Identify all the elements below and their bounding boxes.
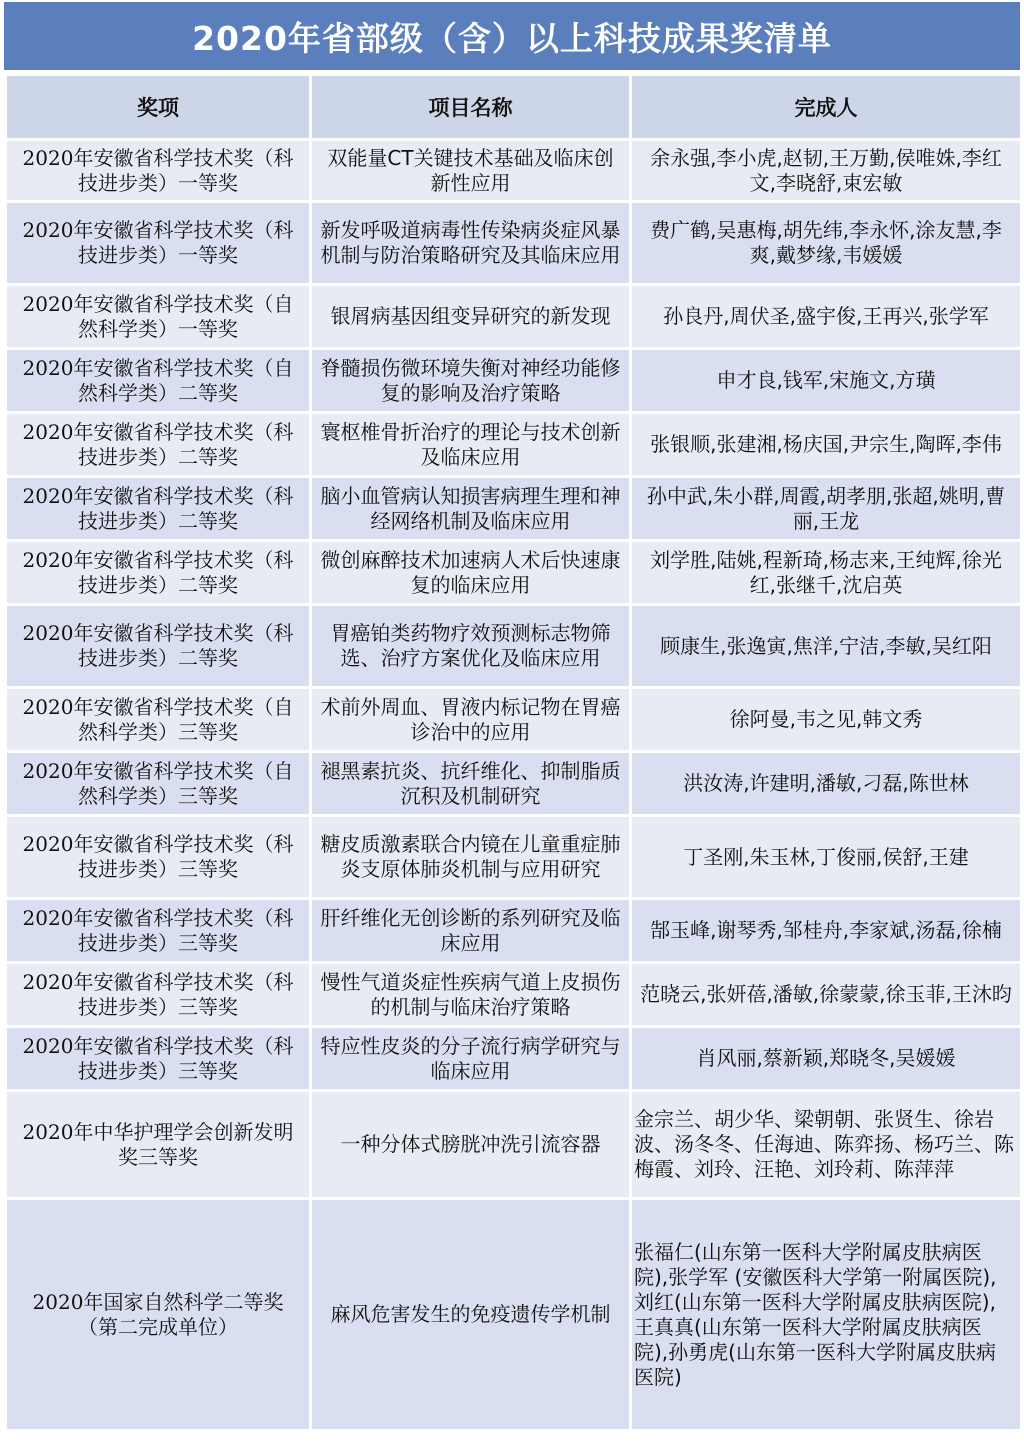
page-title: 2020年省部级（含）以上科技成果奖清单 <box>4 2 1020 73</box>
award-cell: 2020年安徽省科学技术奖（自然科学类）三等奖 <box>6 688 311 752</box>
people-cell: 丁圣刚,朱玉林,丁俊丽,侯舒,王建 <box>631 816 1022 899</box>
project-cell: 褪黑素抗炎、抗纤维化、抑制脂质沉积及机制研究 <box>311 752 631 816</box>
people-cell: 费广鹤,吴惠梅,胡先纬,李永怀,涂友慧,李爽,戴梦缘,韦媛媛 <box>631 202 1022 285</box>
project-cell: 脑小血管病认知损害病理生理和神经网络机制及临床应用 <box>311 477 631 541</box>
people-cell: 申才良,钱军,宋施文,方璜 <box>631 349 1022 413</box>
awards-table <box>4 73 1023 1432</box>
column-header-project: 项目名称 <box>311 75 631 140</box>
project-cell: 糖皮质激素联合内镜在儿童重症肺炎支原体肺炎机制与应用研究 <box>311 816 631 899</box>
table-row <box>6 1199 1022 1431</box>
people-cell: 郜玉峰,谢琴秀,邹桂舟,李家斌,汤磊,徐楠 <box>631 899 1022 963</box>
people-cell: 范晓云,张妍蓓,潘敏,徐蒙蒙,徐玉菲,王沐昀 <box>631 963 1022 1027</box>
award-cell: 2020年国家自然科学二等奖（第二完成单位） <box>6 1199 311 1431</box>
award-cell: 2020年安徽省科学技术奖（科技进步类）三等奖 <box>6 1027 311 1091</box>
award-cell: 2020年安徽省科学技术奖（科技进步类）二等奖 <box>6 413 311 477</box>
table-row <box>6 899 1022 963</box>
people-cell: 顾康生,张逸寅,焦洋,宁洁,李敏,吴红阳 <box>631 605 1022 688</box>
project-cell: 肝纤维化无创诊断的系列研究及临床应用 <box>311 899 631 963</box>
project-cell: 脊髓损伤微环境失衡对神经功能修复的影响及治疗策略 <box>311 349 631 413</box>
people-cell: 肖风丽,蔡新颖,郑晓冬,吴媛媛 <box>631 1027 1022 1091</box>
table-row <box>6 1091 1022 1199</box>
people-cell: 孙良丹,周伏圣,盛宇俊,王再兴,张学军 <box>631 285 1022 349</box>
table-row <box>6 349 1022 413</box>
award-cell: 2020年安徽省科学技术奖（科技进步类）三等奖 <box>6 963 311 1027</box>
award-cell: 2020年安徽省科学技术奖（科技进步类）三等奖 <box>6 816 311 899</box>
project-cell: 微创麻醉技术加速病人术后快速康复的临床应用 <box>311 541 631 605</box>
table-row <box>6 477 1022 541</box>
people-cell: 刘学胜,陆姚,程新琦,杨志来,王纯辉,徐光红,张继千,沈启英 <box>631 541 1022 605</box>
award-cell: 2020年安徽省科学技术奖（自然科学类）二等奖 <box>6 349 311 413</box>
table-row <box>6 688 1022 752</box>
project-cell: 胃癌铂类药物疗效预测标志物筛选、治疗方案优化及临床应用 <box>311 605 631 688</box>
project-cell: 慢性气道炎症性疾病气道上皮损伤的机制与临床治疗策略 <box>311 963 631 1027</box>
project-cell: 术前外周血、胃液内标记物在胃癌诊治中的应用 <box>311 688 631 752</box>
people-cell: 张福仁(山东第一医科大学附属皮肤病医院),张学军 (安徽医科大学第一附属医院),刘红(山东第一医科大学附属皮肤病医院),王真真(山东第一医科大学附属皮肤病医院),孙勇虎(山东第一医科大学附属皮肤病医院) <box>631 1199 1022 1431</box>
award-cell: 2020年安徽省科学技术奖（科技进步类）一等奖 <box>6 202 311 285</box>
column-header-award: 奖项 <box>6 75 311 140</box>
table-row <box>6 413 1022 477</box>
table-header-row <box>6 75 1022 140</box>
table-row <box>6 541 1022 605</box>
people-cell: 孙中武,朱小群,周霞,胡孝朋,张超,姚明,曹丽,王龙 <box>631 477 1022 541</box>
table-row <box>6 816 1022 899</box>
table-row <box>6 285 1022 349</box>
award-cell: 2020年安徽省科学技术奖（自然科学类）一等奖 <box>6 285 311 349</box>
award-cell: 2020年中华护理学会创新发明奖三等奖 <box>6 1091 311 1199</box>
people-cell: 徐阿曼,韦之见,韩文秀 <box>631 688 1022 752</box>
people-cell: 洪汝涛,许建明,潘敏,刁磊,陈世林 <box>631 752 1022 816</box>
project-cell: 麻风危害发生的免疫遗传学机制 <box>311 1199 631 1431</box>
project-cell: 寰枢椎骨折治疗的理论与技术创新及临床应用 <box>311 413 631 477</box>
project-cell: 新发呼吸道病毒性传染病炎症风暴机制与防治策略研究及其临床应用 <box>311 202 631 285</box>
table-row <box>6 605 1022 688</box>
award-cell: 2020年安徽省科学技术奖（科技进步类）三等奖 <box>6 899 311 963</box>
column-header-people: 完成人 <box>631 75 1022 140</box>
people-cell: 金宗兰、胡少华、梁朝朝、张贤生、徐岩波、汤冬冬、任海迪、陈弈扬、杨巧兰、陈梅霞、刘玲、汪艳、刘玲莉、陈萍萍 <box>631 1091 1022 1199</box>
table-row <box>6 963 1022 1027</box>
people-cell: 余永强,李小虎,赵韧,王万勤,侯唯姝,李红文,李晓舒,束宏敏 <box>631 140 1022 202</box>
project-cell: 银屑病基因组变异研究的新发现 <box>311 285 631 349</box>
award-cell: 2020年安徽省科学技术奖（科技进步类）一等奖 <box>6 140 311 202</box>
table-row <box>6 752 1022 816</box>
table-row <box>6 140 1022 202</box>
project-cell: 一种分体式膀胱冲洗引流容器 <box>311 1091 631 1199</box>
award-cell: 2020年安徽省科学技术奖（科技进步类）二等奖 <box>6 477 311 541</box>
project-cell: 双能量CT关键技术基础及临床创新性应用 <box>311 140 631 202</box>
award-cell: 2020年安徽省科学技术奖（科技进步类）二等奖 <box>6 605 311 688</box>
award-cell: 2020年安徽省科学技术奖（科技进步类）二等奖 <box>6 541 311 605</box>
award-cell: 2020年安徽省科学技术奖（自然科学类）三等奖 <box>6 752 311 816</box>
project-cell: 特应性皮炎的分子流行病学研究与临床应用 <box>311 1027 631 1091</box>
table-row <box>6 1027 1022 1091</box>
table-row <box>6 202 1022 285</box>
people-cell: 张银顺,张建湘,杨庆国,尹宗生,陶晖,李伟 <box>631 413 1022 477</box>
